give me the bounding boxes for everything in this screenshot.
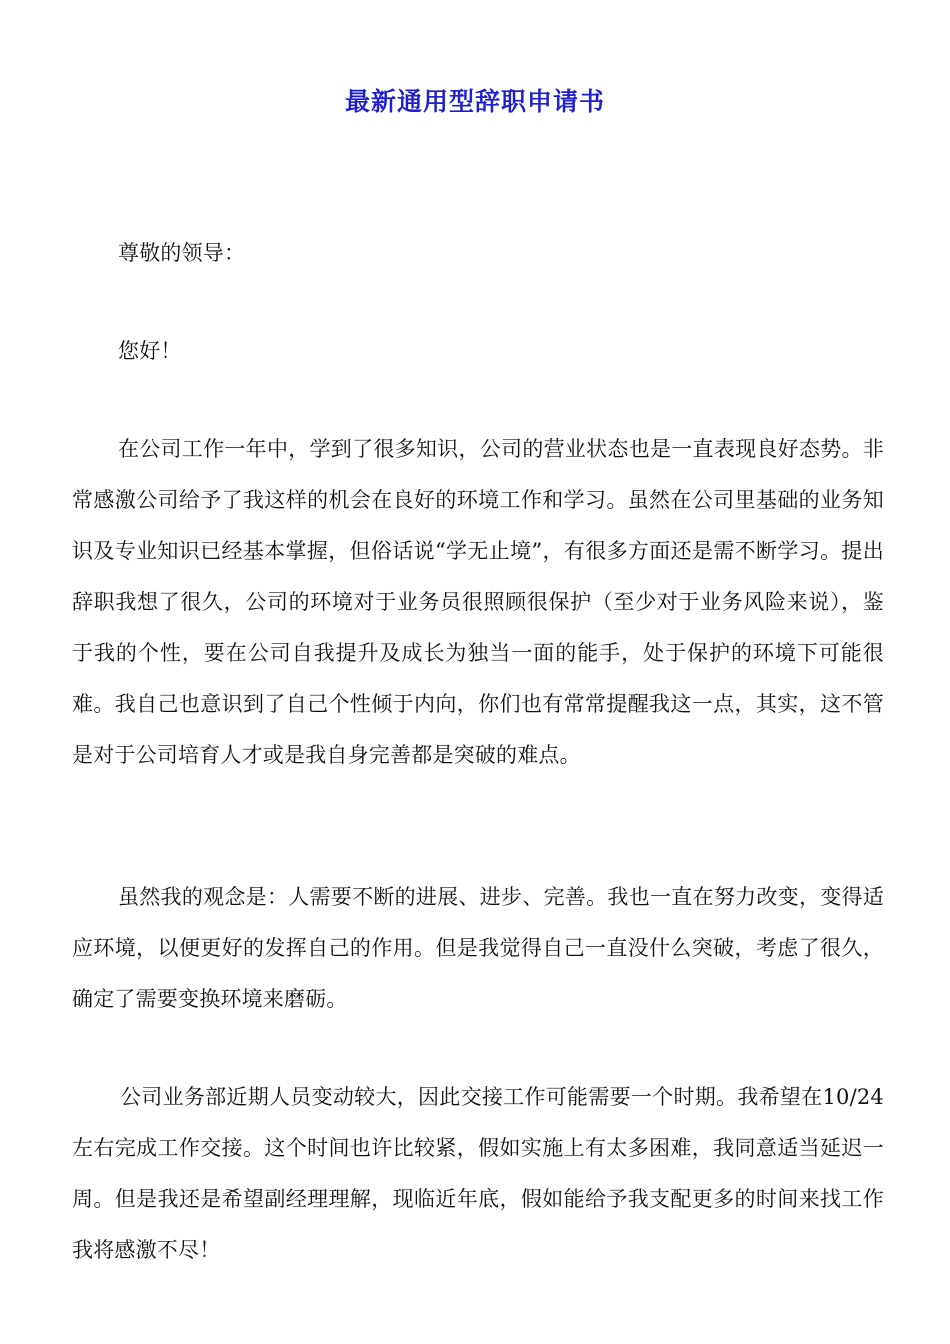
salutation: 尊敬的领导： xyxy=(118,241,246,265)
body-paragraph-2: 虽然我的观念是：人需要不断的进展、进步、完善。我也一直在努力改变，变得适应环境，以便更好的发挥自己的作用。但是我觉得自己一直没什么突破，考虑了很久，确定了需要变换环境来磨砺。 xyxy=(72,885,884,1011)
body-paragraph-1: 在公司工作一年中，学到了很多知识，公司的营业状态也是一直表现良好态势。非常感激公司给予了我这样的机会在良好的环境工作和学习。虽然在公司里基础的业务知识及专业知识已经基本掌握，但俗话说“学无止境”，有很多方面还是需不断学习。提出辞职我想了很久，公司的环境对于业务员很照顾很保护（至少对于业务风险来说），鉴于我的个性，要在公司自我提升及成长为独当一面的能手，处于保护的环境下可能很难。我自己也意识到了自己个性倾于内向，你们也有常常提醒我这一点，其实，这不管是对于公司培育人才或是我自身完善都是突破的难点。 xyxy=(72,437,884,767)
document-title: 最新通用型辞职申请书 xyxy=(344,87,605,116)
greeting: 您好！ xyxy=(118,339,182,363)
body-paragraph-3: 公司业务部近期人员变动较大，因此交接工作可能需要一个时期。我希望在10/24左右完成工作交接。这个时间也许比较紧，假如实施上有太多困难，我同意适当延迟一周。但是我还是希望副经理理解，现临近年底，假如能给予我支配更多的时间来找工作我将感激不尽！ xyxy=(72,1085,884,1262)
